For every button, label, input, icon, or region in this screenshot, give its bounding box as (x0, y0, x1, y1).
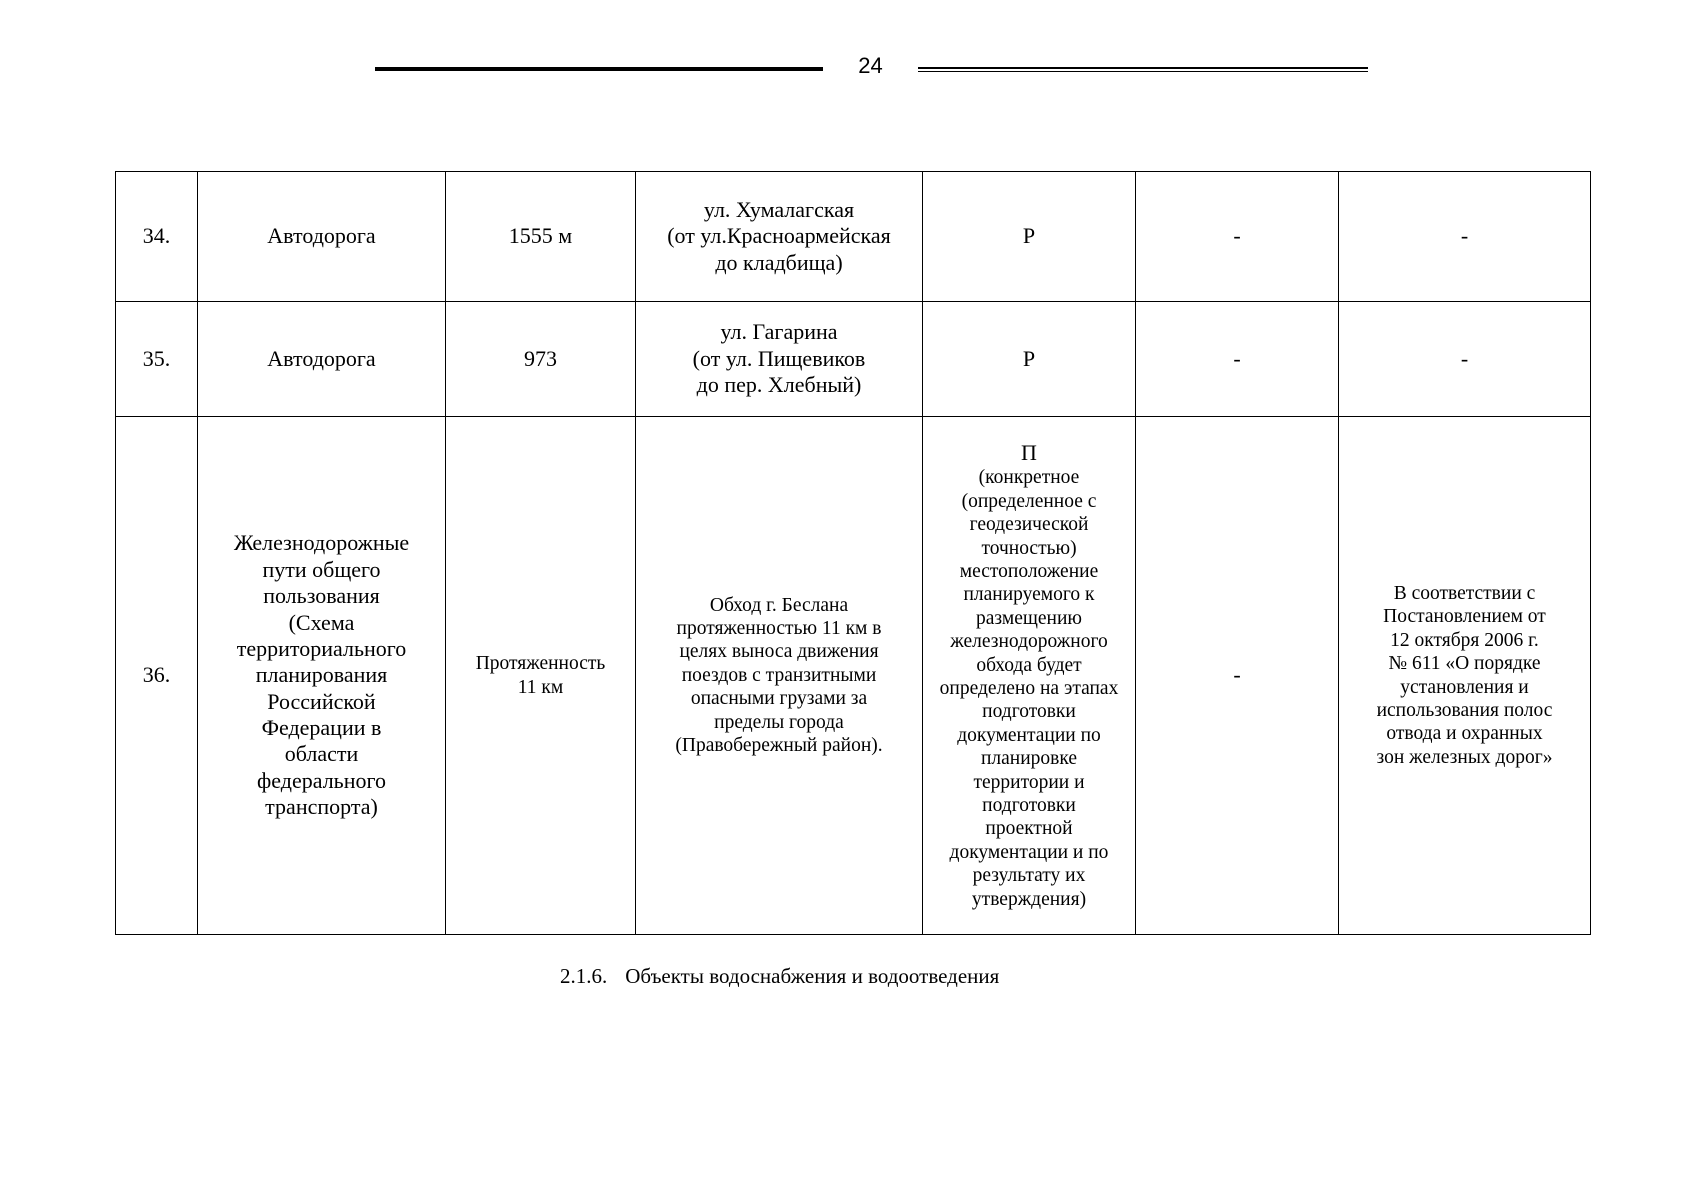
object-zone: - (1136, 417, 1339, 935)
object-location-line: (от ул. Пищевиков (692, 345, 866, 371)
object-name-line: Российской (267, 688, 376, 714)
object-regulation-line: - (1460, 345, 1469, 371)
object-status-line: определено на этапах (939, 678, 1119, 699)
object-regulation-line: В соответствии с (1393, 582, 1536, 604)
object-location (636, 302, 923, 417)
object-status-line: документации по (957, 724, 1101, 746)
object-name-line: планирования (255, 662, 388, 688)
object-name-line: Железнодорожные (233, 530, 410, 556)
object-status-line: Р (1022, 345, 1036, 371)
object-name-line: Автодорога (267, 345, 376, 371)
object-name (198, 417, 446, 935)
object-location-line: поездов с транзитными (681, 664, 877, 686)
object-location-line: протяженностью 11 км в (676, 618, 882, 640)
object-status-line: утверждения) (971, 888, 1087, 910)
object-name-line: транспорта) (265, 794, 378, 820)
object-name-line: Автодорога (267, 223, 376, 249)
object-regulation-line: установления и (1400, 676, 1529, 698)
object-name-line: области (284, 741, 359, 767)
object-status-line: планировке (980, 748, 1078, 770)
object-name (198, 302, 446, 417)
object-regulation-line: Постановлением от (1383, 606, 1546, 628)
page-header (0, 0, 1697, 110)
object-location-line: опасными грузами за (690, 688, 868, 710)
header-rule-left (375, 67, 823, 71)
table-row (116, 417, 1591, 935)
section-number: 2.1.6. (560, 964, 608, 988)
object-location (636, 172, 923, 302)
object-status-line: обхода будет (976, 654, 1082, 676)
object-status-line: размещению (976, 607, 1082, 629)
object-regulation (1339, 302, 1591, 417)
object-status-line: (конкретное (978, 467, 1080, 489)
object-location-line: целях выноса движения (679, 641, 879, 663)
object-status-line: планируемого к (963, 584, 1095, 606)
object-regulation (1339, 172, 1591, 302)
object-length (446, 172, 636, 302)
row-number: 36. (116, 417, 198, 935)
object-status-line: подготовки (982, 794, 1076, 816)
object-location-line: до пер. Хлебный) (696, 372, 862, 398)
object-name-line: Федерации в (261, 715, 382, 741)
object-status (923, 302, 1136, 417)
section-heading (560, 964, 999, 989)
object-status-line: местоположение (959, 561, 1099, 583)
object-length (446, 302, 636, 417)
object-length-line: 1555 м (508, 223, 573, 249)
object-zone: - (1136, 172, 1339, 302)
object-regulation (1339, 417, 1591, 935)
object-location (636, 417, 923, 935)
object-length-line: 973 (524, 345, 557, 371)
object-location-line: до кладбища) (715, 249, 843, 275)
table-row (116, 302, 1591, 417)
object-status-line: П (1021, 440, 1037, 466)
row-number: 35. (116, 302, 198, 417)
object-regulation-line: отвода и охранных (1386, 723, 1543, 745)
object-regulation-line: использования полос (1376, 699, 1553, 721)
section-title: Объекты водоснабжения и водоотведения (625, 964, 1000, 988)
object-status-line: результату их (972, 865, 1086, 887)
object-status-line: территории и (973, 771, 1085, 793)
object-location-line: Обход г. Беслана (709, 594, 849, 616)
object-regulation-line: - (1460, 223, 1469, 249)
object-status (923, 417, 1136, 935)
object-status-line: проектной (985, 818, 1073, 840)
object-status-line: точностью) (981, 537, 1077, 559)
object-length (446, 417, 636, 935)
object-length-line: Протяженность (475, 653, 606, 675)
object-status-line: (определенное с (961, 490, 1097, 512)
object-length-line: 11 км (517, 676, 564, 698)
object-name-line: пользования (263, 583, 380, 609)
object-regulation-line: 12 октября 2006 г. (1390, 629, 1539, 651)
object-regulation-line: зон железных дорог» (1376, 746, 1553, 768)
object-regulation-line: № 611 «О порядке (1388, 653, 1541, 675)
header-rule-right (918, 67, 1368, 72)
object-location-line: (Правобережный район). (675, 734, 883, 756)
object-name (198, 172, 446, 302)
object-status (923, 172, 1136, 302)
object-location-line: ул. Хумалагская (703, 196, 855, 222)
page-number: 24 (858, 53, 883, 78)
object-location-line: пределы города (714, 711, 844, 733)
object-status-line: документации и по (949, 841, 1109, 863)
objects-table (115, 171, 1591, 935)
object-name-line: территориального (236, 635, 407, 661)
object-name-line: федерального (257, 767, 386, 793)
object-location-line: (от ул.Красноармейская (667, 223, 891, 249)
table-row (116, 172, 1591, 302)
object-status-line: подготовки (982, 701, 1076, 723)
object-status-line: железнодорожного (950, 631, 1108, 653)
object-location-line: ул. Гагарина (720, 319, 838, 345)
object-zone: - (1136, 302, 1339, 417)
row-number: 34. (116, 172, 198, 302)
object-name-line: (Схема (288, 609, 355, 635)
object-name-line: пути общего (262, 556, 381, 582)
object-status-line: геодезической (969, 514, 1089, 536)
object-status-line: Р (1022, 223, 1036, 249)
